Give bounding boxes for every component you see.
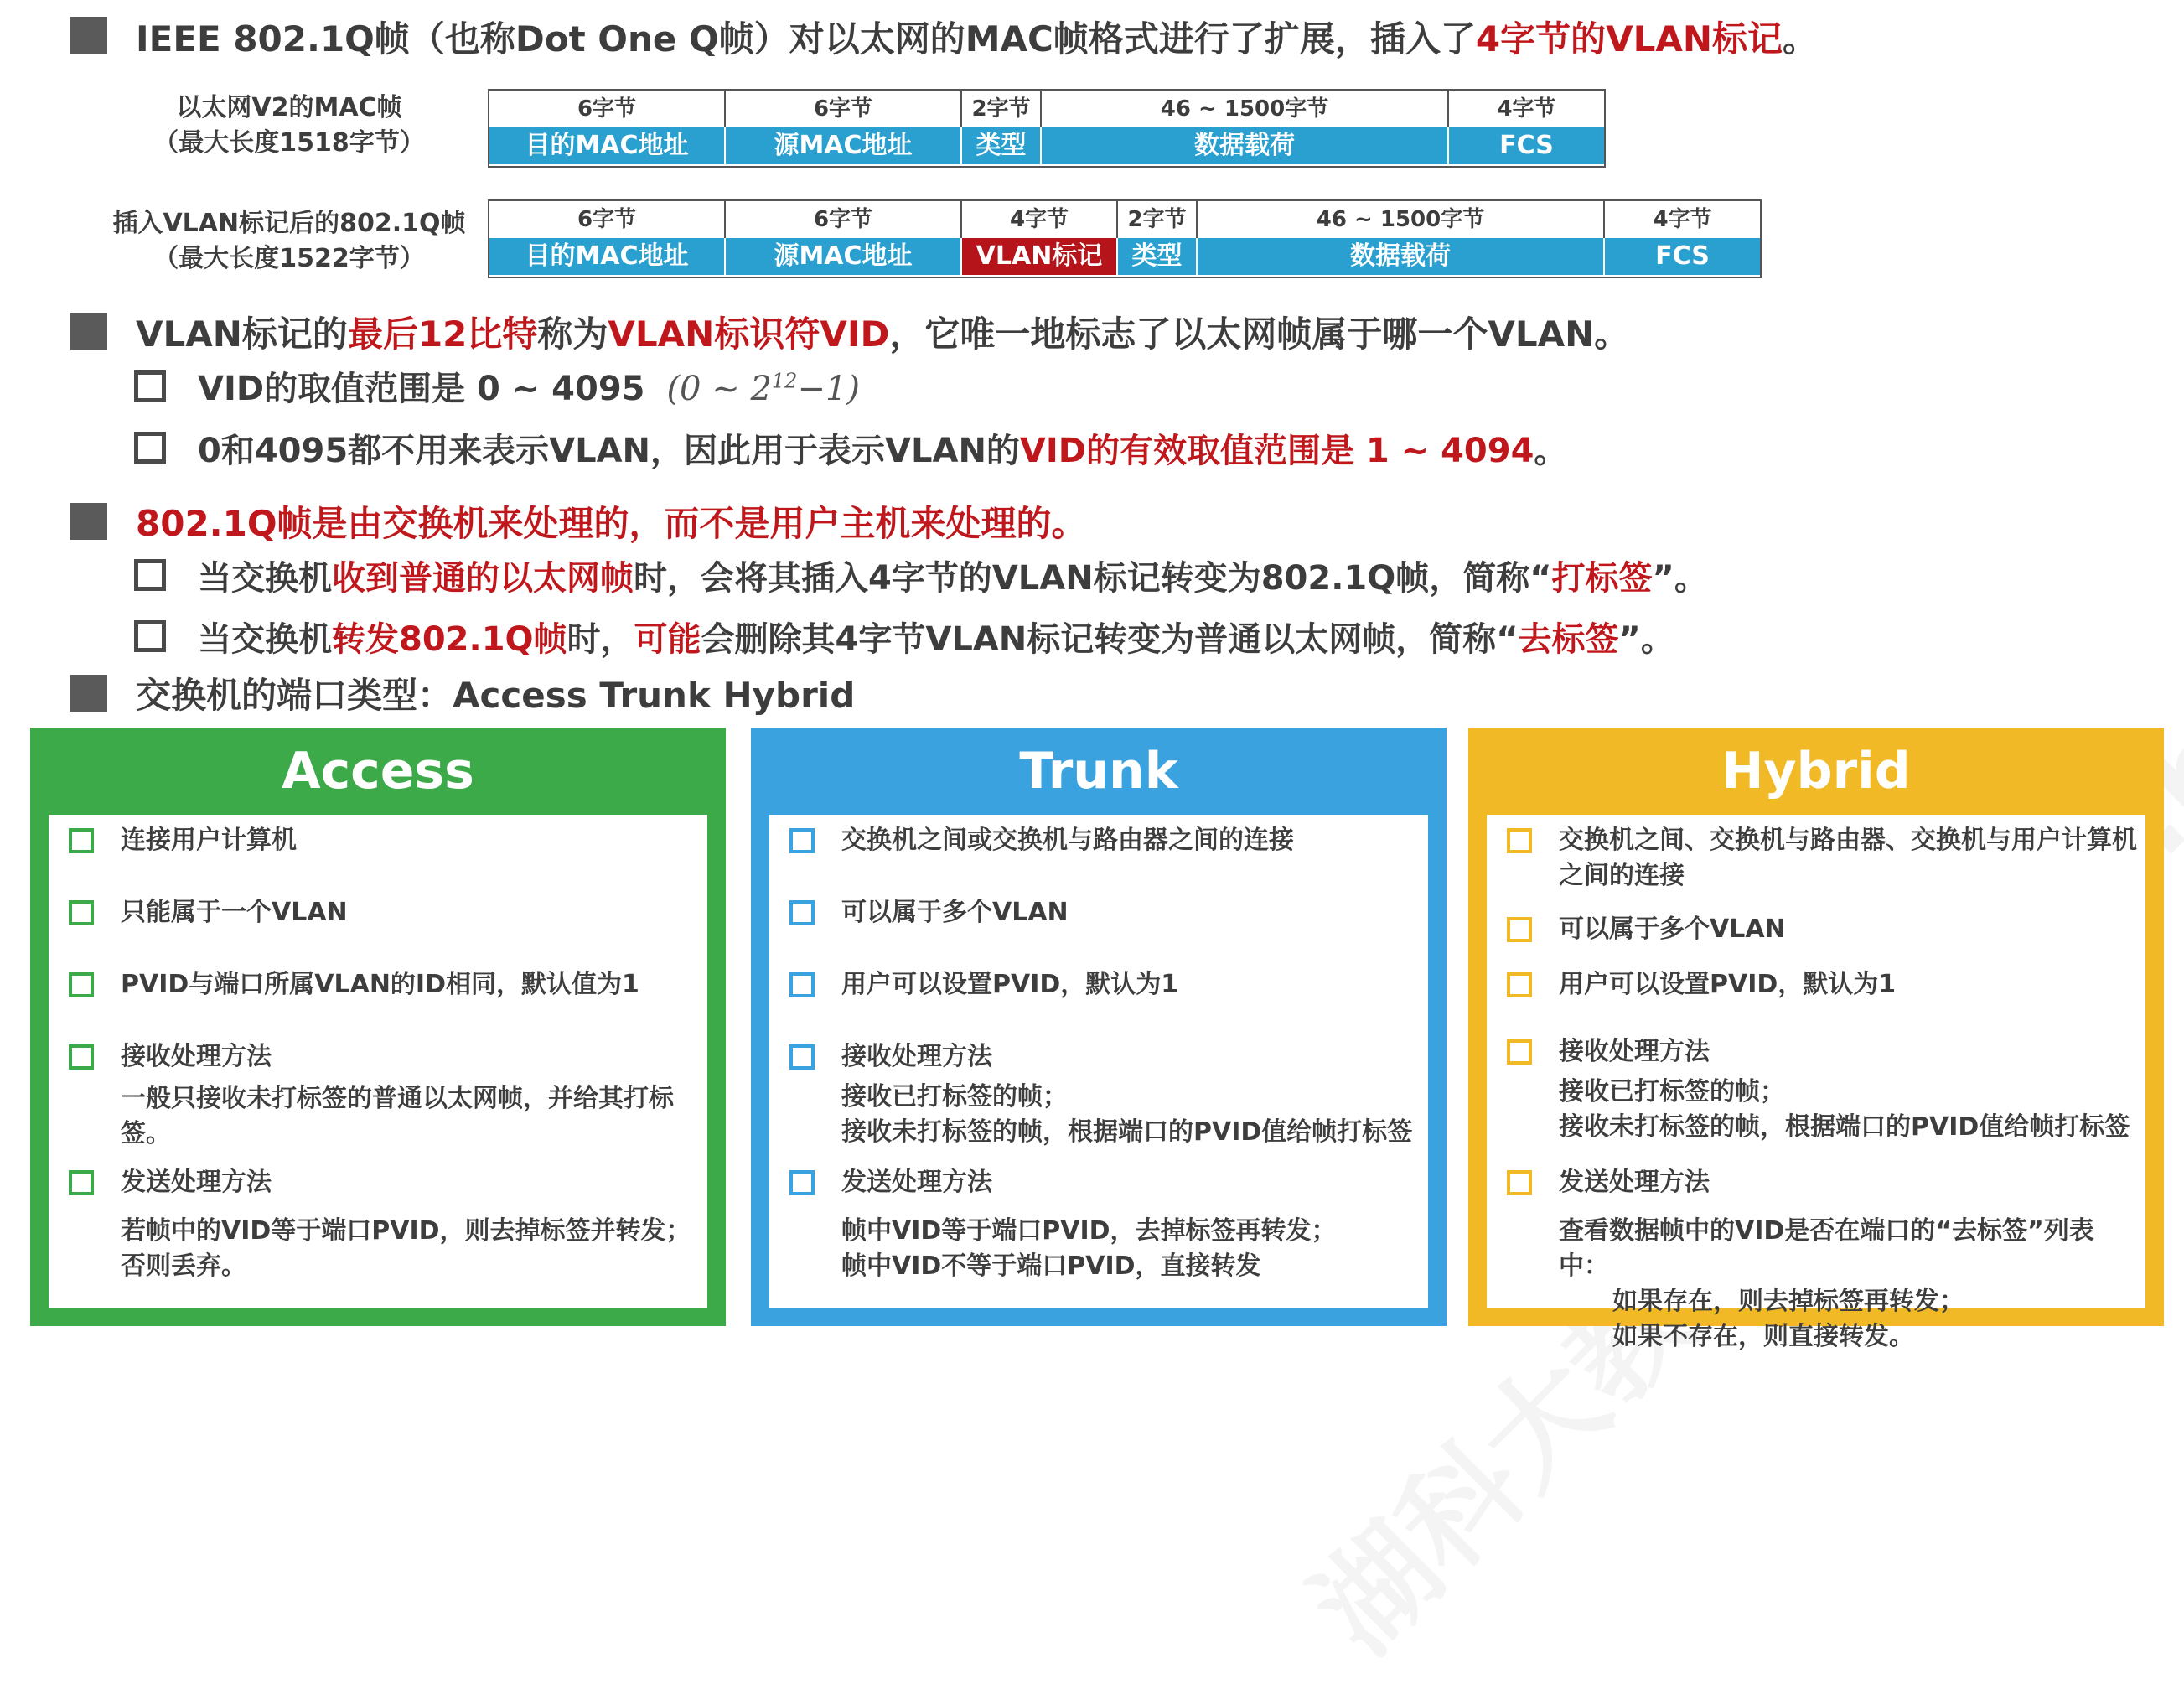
list-item <box>57 967 699 1003</box>
untagging-term: 去标签 <box>1518 620 1619 659</box>
trunk-card <box>751 728 1447 1326</box>
vid-valid-highlight: VID的有效取值范围是 1 ~ 4094 <box>1019 432 1534 470</box>
vid-range-formula: (0 ~ 2 <box>666 370 772 408</box>
checkbox-icon <box>789 828 815 853</box>
frame-q-size: 2字节 <box>1118 201 1198 238</box>
checkbox-icon <box>789 1044 815 1070</box>
vid-text: ，它唯一地标志了以太网帧属于哪一个VLAN。 <box>889 313 1630 355</box>
checkbox-icon <box>1507 1039 1532 1065</box>
checkbox-icon <box>69 1170 94 1195</box>
frame-q-field: 数据载荷 <box>1198 238 1605 275</box>
list-item <box>57 1039 699 1152</box>
frame-v2-field: 目的MAC地址 <box>489 127 726 164</box>
frame-q-size: 4字节 <box>1653 207 1712 232</box>
checkbox-icon <box>69 972 94 997</box>
list-item-detail: 帧中VID等于端口PVID，去掉标签再转发； <box>841 1216 1337 1246</box>
frame-v2-label <box>109 91 469 161</box>
intro-text: IEEE 802.1Q帧（也称Dot One Q帧）对以太网的MAC帧格式进行了扩展，插入了 <box>136 18 1476 60</box>
vid-range-exponent: 12 <box>771 369 798 393</box>
list-item-detail: 接收未打标签的帧，根据端口的PVID值给帧打标签 <box>1559 1112 2130 1142</box>
frame-v2-field: 源MAC地址 <box>726 127 962 164</box>
list-item <box>778 967 1420 1003</box>
untagging-highlight: 可能 <box>634 620 701 659</box>
list-item-text: 发送处理方法 <box>1559 1168 1710 1197</box>
list-item-text: 用户可以设置PVID，默认为1 <box>841 970 1179 999</box>
frame-v2-size: 2字节 <box>962 91 1042 127</box>
hybrid-card-title: Hybrid <box>1721 742 1911 801</box>
vid-valid-end: 。 <box>1534 432 1568 470</box>
frame-q-field: 源MAC地址 <box>726 238 962 275</box>
port-types-line: 交换机的端口类型：Access Trunk Hybrid <box>136 675 856 716</box>
access-card-title: Access <box>282 742 474 801</box>
frame-v2-label-line2: （最大长度1518字节） <box>153 128 425 158</box>
checkbox-icon <box>1507 828 1532 853</box>
vid-range-formula-end: −1) <box>797 370 861 408</box>
vid-valid-line <box>198 424 1567 472</box>
frame-v2-size: 4字节 <box>1497 96 1556 122</box>
frame-q-field: 类型 <box>1118 238 1198 275</box>
list-item-text: 连接用户计算机 <box>121 826 297 855</box>
list-item-text: 可以属于多个VLAN <box>841 898 1069 927</box>
list-item <box>1495 823 2137 894</box>
frame-q-field-vlan: VLAN标记 <box>962 238 1118 275</box>
frame-q-label <box>92 206 486 277</box>
trunk-card-title: Trunk <box>1019 742 1178 801</box>
list-item <box>1495 1034 2137 1145</box>
frame-v2-size: 6字节 <box>489 91 726 127</box>
list-item <box>778 823 1420 858</box>
list-item-detail: 如果不存在，则直接转发。 <box>1612 1322 1914 1351</box>
list-item-detail: 如果存在，则去掉标签再转发； <box>1612 1287 1964 1316</box>
list-item-text: 接收处理方法 <box>841 1042 992 1071</box>
hybrid-card-body <box>1487 815 2145 1351</box>
list-item-detail: 否则丢弃。 <box>121 1251 246 1281</box>
untagging-highlight: 转发802.1Q帧 <box>332 620 567 659</box>
list-item-detail: 接收未打标签的帧，根据端口的PVID值给帧打标签 <box>841 1117 1413 1147</box>
vid-highlight: 最后12比特 <box>347 313 538 355</box>
list-item-text: 可以属于多个VLAN <box>1559 915 1786 944</box>
list-item <box>1495 912 2137 947</box>
tagging-line <box>198 552 1708 599</box>
checkbox-icon <box>69 1044 94 1070</box>
frame-q-label-line1: 插入VLAN标记后的802.1Q帧 <box>112 209 466 238</box>
list-item-text: 接收处理方法 <box>1559 1037 1710 1066</box>
checkbox-icon <box>134 620 166 652</box>
frame-v2-field: 类型 <box>962 127 1042 164</box>
list-item-text: PVID与端口所属VLAN的ID相同，默认值为1 <box>121 970 639 999</box>
frame-q-size: 46 ~ 1500字节 <box>1198 201 1605 238</box>
list-item-text: 交换机之间、交换机与路由器、交换机与用户计算机 <box>1559 826 2137 855</box>
vid-text: VLAN标记的 <box>136 313 348 355</box>
frame-v2-size: 6字节 <box>726 91 962 127</box>
tagging-term: 打标签 <box>1551 559 1653 598</box>
frame-q-diagram <box>488 199 1762 278</box>
frame-q-field: FCS <box>1605 238 1760 275</box>
frame-v2-size: 46 ~ 1500字节 <box>1042 91 1449 127</box>
frame-v2-diagram <box>488 89 1606 168</box>
list-item-text: 交换机之间或交换机与路由器之间的连接 <box>841 826 1294 855</box>
frame-q-size: 6字节 <box>726 201 962 238</box>
checkbox-icon <box>134 370 166 402</box>
tagging-highlight: 收到普通的以太网帧 <box>332 559 634 598</box>
list-item <box>57 1165 699 1284</box>
tagging-end: ”。 <box>1652 559 1708 598</box>
hybrid-card <box>1468 728 2164 1351</box>
checkbox-icon <box>789 1170 815 1195</box>
checkbox-icon <box>134 559 166 591</box>
list-item-text: 之间的连接 <box>1559 861 1685 890</box>
list-item <box>778 1165 1420 1284</box>
list-item-text: 发送处理方法 <box>841 1168 992 1197</box>
list-item-detail: 查看数据帧中的VID是否在端口的“去标签”列表中： <box>1559 1216 2094 1281</box>
list-item-detail: 接收已打标签的帧； <box>1559 1077 1785 1106</box>
vid-range-line <box>198 362 860 410</box>
list-item <box>57 895 699 930</box>
frame-v2-label-line1: 以太网V2的MAC帧 <box>176 93 402 122</box>
frame-q-size: 6字节 <box>489 201 726 238</box>
bullet-square <box>70 503 107 540</box>
frame-q-size: 4字节 <box>962 201 1118 238</box>
access-card-body <box>49 815 707 1308</box>
vid-line <box>136 307 1629 357</box>
vid-valid-text: 0和4095都不用来表示VLAN，因此用于表示VLAN的 <box>198 432 1020 470</box>
frame-v2-field: 数据载荷 <box>1042 127 1449 164</box>
untagging-text: 时， <box>567 620 634 659</box>
untagging-line <box>198 613 1674 661</box>
list-item-detail: 一般只接收未打标签的普通以太网帧，并给其打标签。 <box>121 1084 674 1148</box>
intro-line <box>136 12 1818 62</box>
vid-text: 称为 <box>537 313 608 355</box>
list-item-detail: 若帧中的VID等于端口PVID，则去掉标签并转发； <box>121 1216 691 1246</box>
vid-highlight: VLAN标识符VID <box>608 313 890 355</box>
handling-title: 802.1Q帧是由交换机来处理的，而不是用户主机来处理的。 <box>136 503 1087 544</box>
untagging-text: 当交换机 <box>198 620 332 659</box>
intro-highlight: 4字节的VLAN标记 <box>1475 18 1783 60</box>
bullet-square <box>70 675 107 712</box>
trunk-card-body <box>769 815 1428 1308</box>
checkbox-icon <box>789 972 815 997</box>
list-item <box>778 1039 1420 1150</box>
vid-range-text: VID的取值范围是 0 ~ 4095 <box>198 370 645 408</box>
untagging-text: 会删除其4字节VLAN标记转变为普通以太网帧，简称“ <box>701 620 1519 659</box>
checkbox-icon <box>789 900 815 925</box>
list-item-text: 只能属于一个VLAN <box>121 898 348 927</box>
list-item <box>1495 1165 2137 1355</box>
list-item-text: 用户可以设置PVID，默认为1 <box>1559 970 1897 999</box>
list-item-text: 发送处理方法 <box>121 1168 272 1197</box>
tagging-text: 当交换机 <box>198 559 332 598</box>
list-item-text: 接收处理方法 <box>121 1042 272 1071</box>
list-item-detail: 接收已打标签的帧； <box>841 1082 1068 1111</box>
tagging-text: 时，会将其插入4字节的VLAN标记转变为802.1Q帧，简称“ <box>634 559 1552 598</box>
checkbox-icon <box>1507 972 1532 997</box>
list-item <box>778 895 1420 930</box>
checkbox-icon <box>69 900 94 925</box>
checkbox-icon <box>134 432 166 464</box>
frame-q-label-line2: （最大长度1522字节） <box>153 244 425 273</box>
list-item <box>1495 967 2137 1003</box>
intro-end: 。 <box>1783 18 1819 60</box>
list-item-detail: 帧中VID不等于端口PVID，直接转发 <box>841 1251 1261 1281</box>
checkbox-icon <box>1507 917 1532 942</box>
bullet-square <box>70 313 107 350</box>
frame-q-field: 目的MAC地址 <box>489 238 726 275</box>
access-card <box>30 728 726 1326</box>
frame-v2-field: FCS <box>1449 127 1604 164</box>
list-item <box>57 823 699 858</box>
bullet-square <box>70 17 107 54</box>
checkbox-icon <box>1507 1170 1532 1195</box>
checkbox-icon <box>69 828 94 853</box>
untagging-end: ”。 <box>1618 620 1674 659</box>
